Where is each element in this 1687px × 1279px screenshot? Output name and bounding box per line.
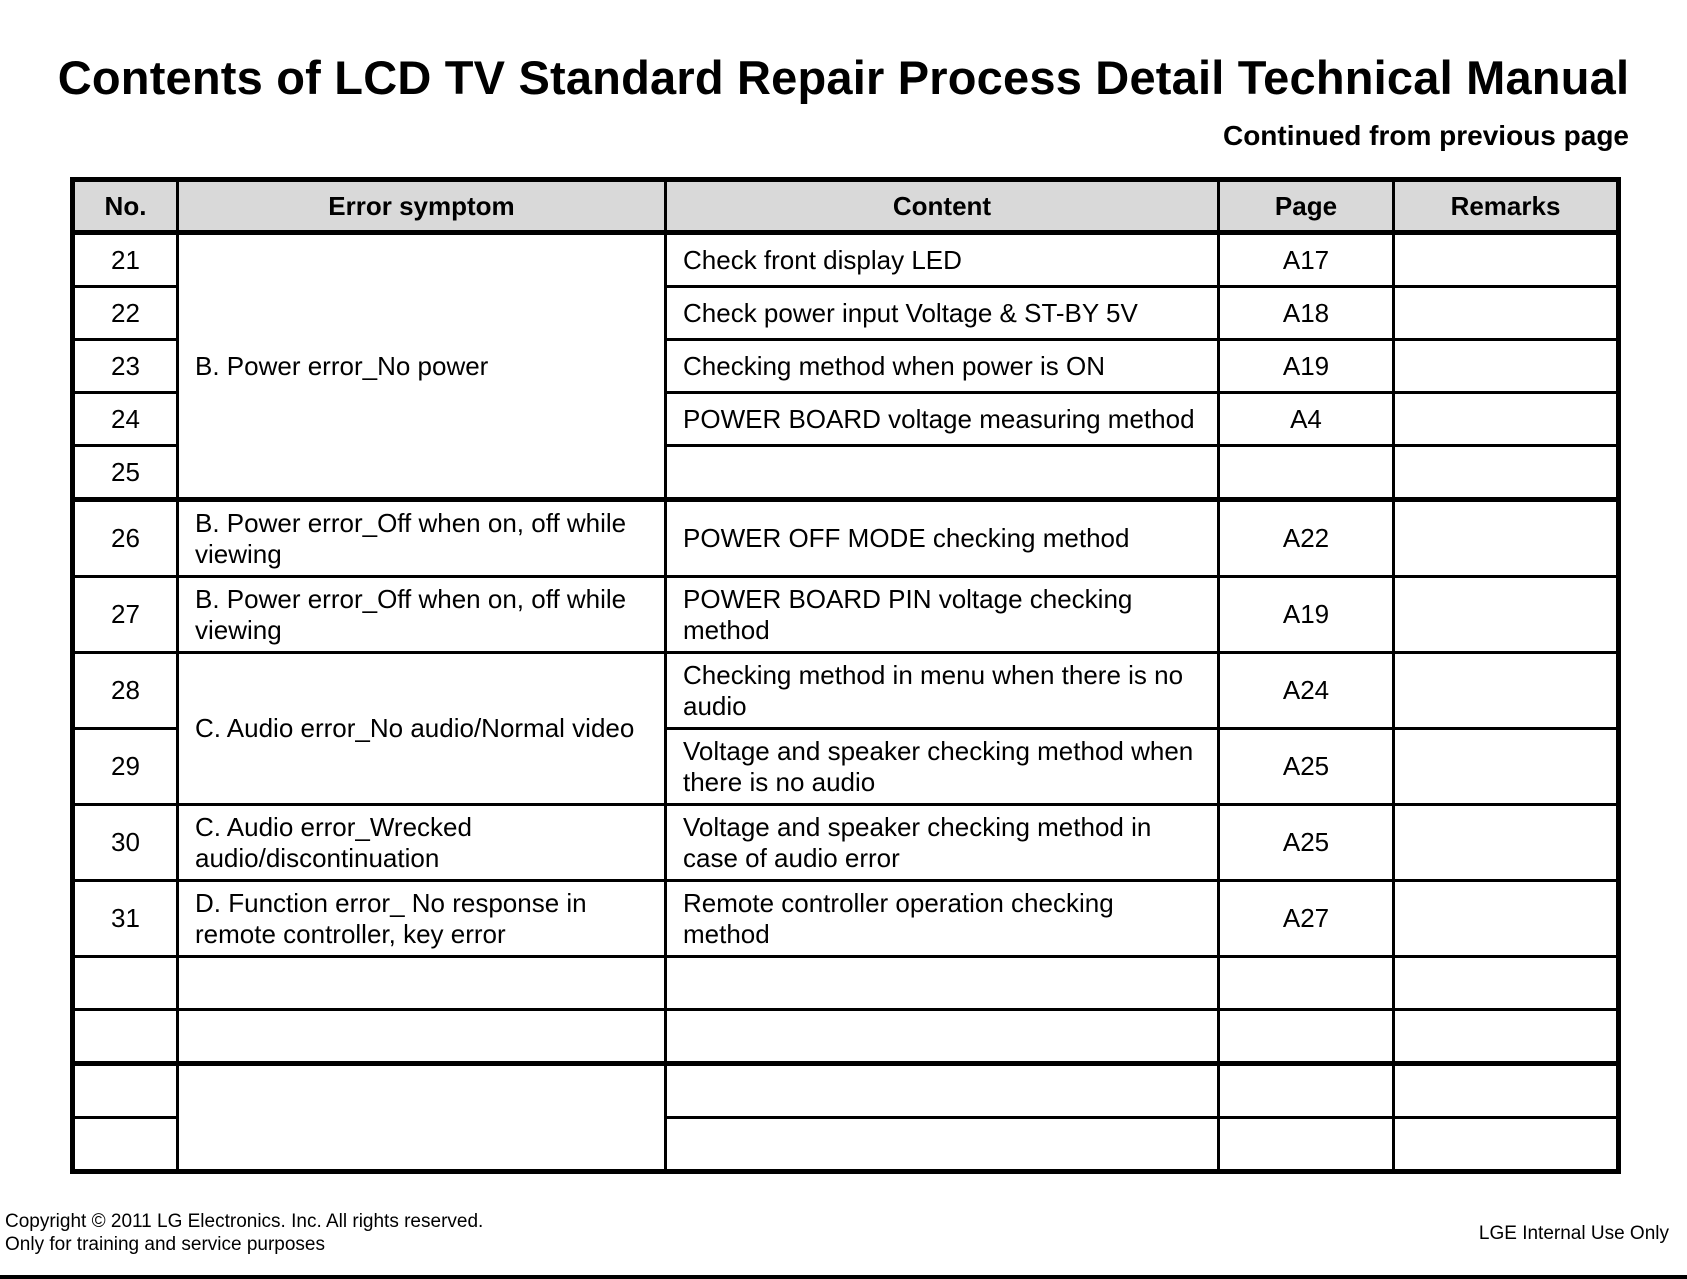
remarks-cell [1394,446,1619,500]
row-number: 30 [73,805,178,881]
page-ref: A17 [1219,233,1394,287]
row-number: 25 [73,446,178,500]
page-ref: A25 [1219,729,1394,805]
row-number: 23 [73,340,178,393]
page-ref: A4 [1219,393,1394,446]
remarks-cell [1394,500,1619,577]
page-ref: A19 [1219,340,1394,393]
content-item: Checking method in menu when there is no audio [666,653,1219,729]
row-number [73,1064,178,1118]
header-row [73,180,1619,233]
error-symptom: B. Power error_No power [178,233,666,500]
table-row [73,500,1619,577]
content-item: Check front display LED [666,233,1219,287]
page-ref: A22 [1219,500,1394,577]
row-number: 31 [73,881,178,957]
remarks-cell [1394,233,1619,287]
contents-table [70,177,1621,1174]
remarks-cell [1394,340,1619,393]
page-ref [1219,957,1394,1010]
internal-use-label: LGE Internal Use Only [1478,1223,1669,1244]
table-row [73,653,1619,729]
table-row [73,805,1619,881]
error-symptom: B. Power error_Off when on, off while viewing [178,577,666,653]
page-ref: A27 [1219,881,1394,957]
table-row [73,881,1619,957]
page-ref [1219,1064,1394,1118]
content-item: Remote controller operation checking method [666,881,1219,957]
remarks-cell [1394,577,1619,653]
content-item: POWER BOARD PIN voltage checking method [666,577,1219,653]
column-header-content: Content [666,180,1219,233]
row-number: 26 [73,500,178,577]
remarks-cell [1394,881,1619,957]
content-item: Voltage and speaker checking method when there is no audio [666,729,1219,805]
error-symptom: C. Audio error_No audio/Normal video [178,653,666,805]
remarks-cell [1394,393,1619,446]
document-title: Contents of LCD TV Standard Repair Process Detail Technical Manual [57,51,1630,104]
content-item [666,957,1219,1010]
remarks-cell [1394,1118,1619,1172]
row-number: 21 [73,233,178,287]
column-header-page: Page [1219,180,1394,233]
page-ref: A25 [1219,805,1394,881]
error-symptom: B. Power error_Off when on, off while viewing [178,500,666,577]
remarks-cell [1394,1064,1619,1118]
error-symptom: C. Audio error_Wrecked audio/discontinuation [178,805,666,881]
error-symptom: D. Function error_ No response in remote controller, key error [178,881,666,957]
table-row [73,957,1619,1010]
error-symptom [178,1064,666,1172]
column-header-no: No. [73,180,178,233]
remarks-cell [1394,957,1619,1010]
content-item [666,446,1219,500]
table-row [73,1010,1619,1064]
remarks-cell [1394,653,1619,729]
row-number: 28 [73,653,178,729]
error-symptom [178,1010,666,1064]
row-number: 27 [73,577,178,653]
column-header-symptom: Error symptom [178,180,666,233]
row-number [73,1118,178,1172]
purpose-text: Only for training and service purposes [5,1234,325,1255]
row-number [73,1010,178,1064]
content-item: POWER BOARD voltage measuring method [666,393,1219,446]
page-ref: A24 [1219,653,1394,729]
page-ref: A18 [1219,287,1394,340]
content-item [666,1010,1219,1064]
row-number: 22 [73,287,178,340]
bottom-divider [0,1275,1687,1279]
remarks-cell [1394,729,1619,805]
page-ref: A19 [1219,577,1394,653]
footer-copyright-block [5,1210,483,1256]
remarks-cell [1394,287,1619,340]
content-item: Check power input Voltage & ST-BY 5V [666,287,1219,340]
remarks-cell [1394,1010,1619,1064]
row-number: 24 [73,393,178,446]
page-ref [1219,1118,1394,1172]
table-row [73,233,1619,287]
column-header-remarks: Remarks [1394,180,1619,233]
content-item [666,1118,1219,1172]
content-item: Voltage and speaker checking method in case of audio error [666,805,1219,881]
content-item [666,1064,1219,1118]
page-ref [1219,1010,1394,1064]
content-item: Checking method when power is ON [666,340,1219,393]
continued-note: Continued from previous page [1222,120,1629,151]
error-symptom [178,957,666,1010]
table-row [73,1064,1619,1118]
table-row [73,577,1619,653]
remarks-cell [1394,805,1619,881]
page-ref [1219,446,1394,500]
content-item: POWER OFF MODE checking method [666,500,1219,577]
row-number [73,957,178,1010]
row-number: 29 [73,729,178,805]
copyright-text: Copyright © 2011 LG Electronics. Inc. All rights reserved. [5,1211,484,1232]
